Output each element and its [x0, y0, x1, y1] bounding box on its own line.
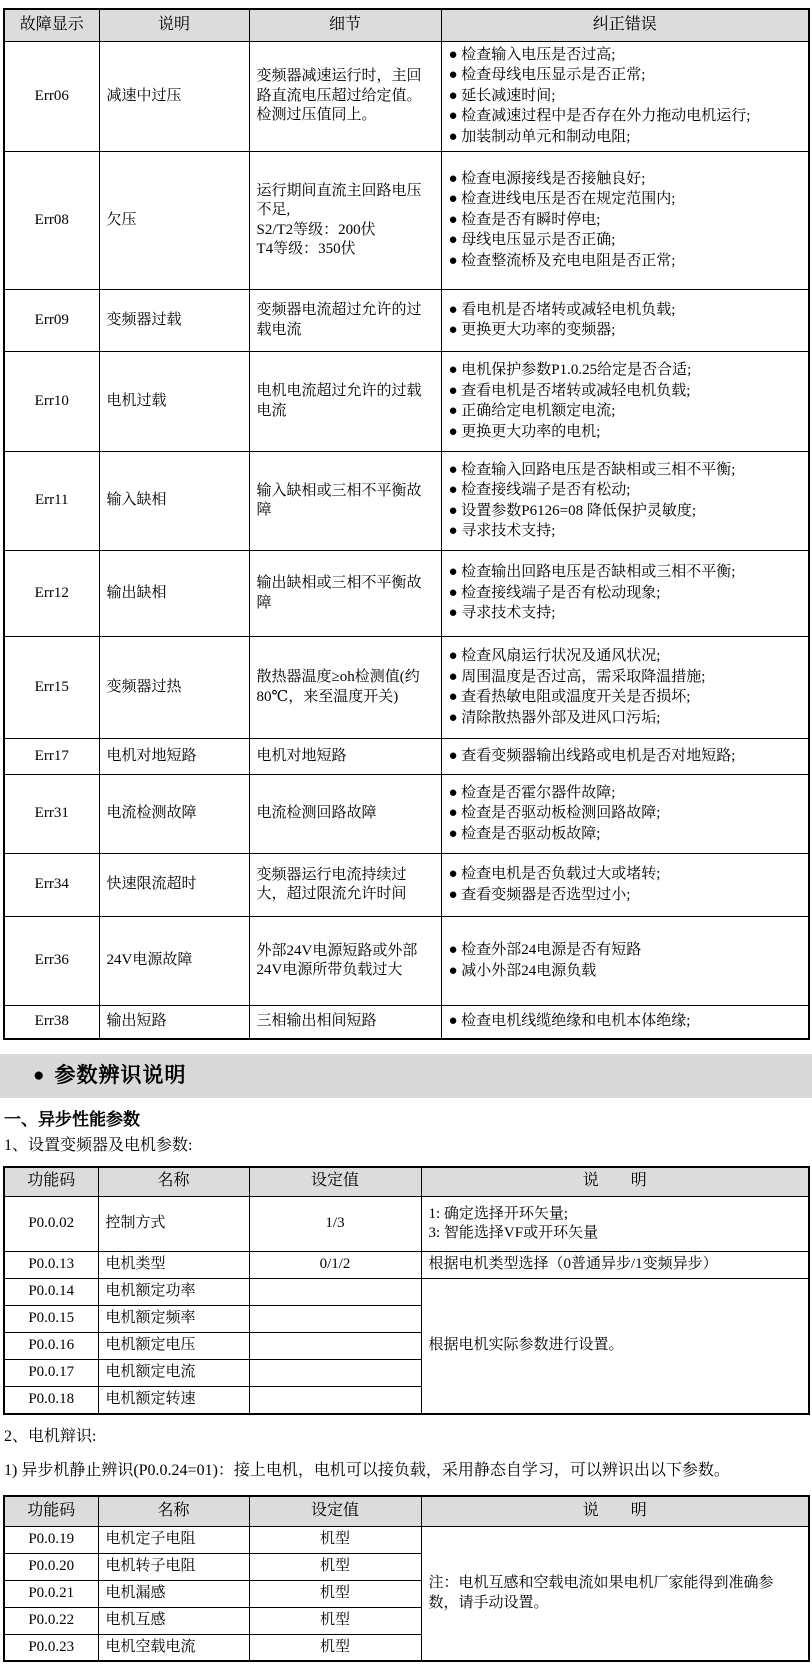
- param-note-merged: 根据电机实际参数进行设置。: [421, 1279, 809, 1414]
- subsection-heading: 一、异步性能参数: [4, 1109, 140, 1129]
- table-row: [4, 917, 809, 1006]
- param-value: [249, 1360, 421, 1387]
- param-code: P0.0.20: [4, 1553, 98, 1580]
- param-value: 1/3: [249, 1197, 421, 1252]
- fault-desc: 快速限流超时: [99, 854, 249, 917]
- table-row: [4, 1279, 809, 1306]
- table-row: [4, 775, 809, 854]
- param-value: [249, 1387, 421, 1414]
- bullet-icon: ●: [33, 1065, 45, 1086]
- header-name: 名称: [98, 1496, 249, 1526]
- param-table-header-row: [4, 1167, 809, 1197]
- param-value: 机型: [249, 1553, 421, 1580]
- section-banner: [0, 1054, 812, 1098]
- table-row: [4, 551, 809, 637]
- table-row: [4, 1006, 809, 1039]
- fault-desc: 欠压: [99, 152, 249, 290]
- param-code: P0.0.17: [4, 1360, 98, 1387]
- fault-desc: 电流检测故障: [99, 775, 249, 854]
- param-name: 电机空载电流: [98, 1634, 249, 1661]
- fault-desc: 输出缺相: [99, 551, 249, 637]
- param-name: 电机转子电阻: [98, 1553, 249, 1580]
- header-note: 说 明: [421, 1167, 809, 1197]
- fault-code: Err06: [4, 41, 99, 152]
- fault-desc: 输入缺相: [99, 452, 249, 551]
- fault-detail: 变频器运行电流持续过大，超过限流允许时间: [249, 854, 441, 917]
- param-name: 电机互感: [98, 1607, 249, 1634]
- fault-code: Err15: [4, 637, 99, 739]
- param-name: 电机额定频率: [98, 1306, 249, 1333]
- fault-actions: ● 检查电机线缆绝缘和电机本体绝缘;: [441, 1006, 809, 1039]
- table-row: [4, 290, 809, 352]
- identification-paragraph: 1) 异步机静止辨识(P0.0.24=01)：接上电机，电机可以接负载，采用静态自学习，可以辨识出以下参数。: [4, 1461, 730, 1479]
- fault-detail: 电机电流超过允许的过载电流: [249, 352, 441, 452]
- fault-code: Err10: [4, 352, 99, 452]
- header-description: 说明: [99, 9, 249, 41]
- param-name: 电机漏感: [98, 1580, 249, 1607]
- param-value: 机型: [249, 1526, 421, 1553]
- step-line: 1、设置变频器及电机参数:: [4, 1136, 193, 1154]
- param-value: 机型: [249, 1607, 421, 1634]
- fault-detail: 电机对地短路: [249, 739, 441, 775]
- param-code: P0.0.14: [4, 1279, 98, 1306]
- param-code: P0.0.21: [4, 1580, 98, 1607]
- fault-detail: 运行期间直流主回路电压不足, S2/T2等级：200伏 T4等级：350伏: [249, 152, 441, 290]
- param-name: 电机额定转速: [98, 1387, 249, 1414]
- table-row: [4, 41, 809, 152]
- fault-code: Err11: [4, 452, 99, 551]
- param-name: 电机定子电阻: [98, 1526, 249, 1553]
- fault-desc: 减速中过压: [99, 41, 249, 152]
- param-table-2: [3, 1495, 810, 1662]
- param-table-1: [3, 1166, 810, 1415]
- fault-detail: 电流检测回路故障: [249, 775, 441, 854]
- param-name: 电机额定电流: [98, 1360, 249, 1387]
- fault-detail: 外部24V电源短路或外部24V电源所带负载过大: [249, 917, 441, 1006]
- fault-actions: ● 电机保护参数P1.0.25给定是否合适; ● 查看电机是否堵转或减轻电机负载; ● 正确给定电机额定电流; ● 更换更大功率的电机;: [441, 352, 809, 452]
- param-name: 控制方式: [98, 1197, 249, 1252]
- fault-code: Err09: [4, 290, 99, 352]
- fault-actions: ● 检查风扇运行状况及通风状况; ● 周围温度是否过高，需采取降温措施; ● 查看热敏电阻或温度开关是否损坏; ● 清除散热器外部及进风口污垢;: [441, 637, 809, 739]
- param-code: P0.0.23: [4, 1634, 98, 1661]
- header-detail: 细节: [249, 9, 441, 41]
- table-row: [4, 739, 809, 775]
- fault-code: Err38: [4, 1006, 99, 1039]
- table-row: [4, 854, 809, 917]
- fault-code: Err34: [4, 854, 99, 917]
- header-correction: 纠正错误: [441, 9, 809, 41]
- param-note-merged: 注：电机互感和空载电流如果电机厂家能得到准确参数，请手动设置。: [421, 1526, 809, 1661]
- param-name: 电机额定电压: [98, 1333, 249, 1360]
- fault-actions: ● 检查电源接线是否接触良好; ● 检查进线电压是否在规定范围内; ● 检查是否有瞬时停电; ● 母线电压显示是否正确; ● 检查整流桥及充电电阻是否正常;: [441, 152, 809, 290]
- fault-detail: 变频器电流超过允许的过载电流: [249, 290, 441, 352]
- param-code: P0.0.02: [4, 1197, 98, 1252]
- param-value: 机型: [249, 1580, 421, 1607]
- param-value: [249, 1333, 421, 1360]
- fault-actions: ● 查看变频器输出线路或电机是否对地短路;: [441, 739, 809, 775]
- fault-detail: 输出缺相或三相不平衡故障: [249, 551, 441, 637]
- param-note: 1: 确定选择开环矢量; 3: 智能选择VF或开环矢量: [421, 1197, 809, 1252]
- param-value: [249, 1279, 421, 1306]
- fault-desc: 24V电源故障: [99, 917, 249, 1006]
- table-row: [4, 637, 809, 739]
- fault-code: Err12: [4, 551, 99, 637]
- fault-table-header-row: [4, 9, 809, 41]
- param-value: 机型: [249, 1634, 421, 1661]
- fault-actions: ● 检查输出回路电压是否缺相或三相不平衡; ● 检查接线端子是否有松动现象; ● 寻求技术支持;: [441, 551, 809, 637]
- fault-detail: 三相输出相间短路: [249, 1006, 441, 1039]
- fault-detail: 输入缺相或三相不平衡故障: [249, 452, 441, 551]
- fault-code: Err31: [4, 775, 99, 854]
- header-name: 名称: [98, 1167, 249, 1197]
- step-line: 2、电机辩识:: [4, 1427, 97, 1445]
- fault-actions: ● 检查外部24电源是否有短路 ● 减小外部24电源负载: [441, 917, 809, 1006]
- table-row: [4, 1197, 809, 1252]
- fault-desc: 电机过载: [99, 352, 249, 452]
- param-name: 电机额定功率: [98, 1279, 249, 1306]
- header-func-code: 功能码: [4, 1496, 98, 1526]
- fault-actions: ● 检查输入回路电压是否缺相或三相不平衡; ● 检查接线端子是否有松动; ● 设置参数P6126=08 降低保护灵敏度; ● 寻求技术支持;: [441, 452, 809, 551]
- param-code: P0.0.13: [4, 1252, 98, 1279]
- fault-code: Err17: [4, 739, 99, 775]
- fault-code: Err08: [4, 152, 99, 290]
- header-set-value: 设定值: [249, 1167, 421, 1197]
- fault-actions: ● 看电机是否堵转或减轻电机负载; ● 更换更大功率的变频器;: [441, 290, 809, 352]
- table-row: [4, 452, 809, 551]
- table-row: [4, 152, 809, 290]
- param-code: P0.0.19: [4, 1526, 98, 1553]
- table-row: [4, 1526, 809, 1553]
- fault-code: Err36: [4, 917, 99, 1006]
- header-fault-display: 故障显示: [4, 9, 99, 41]
- fault-actions: ● 检查电机是否负载过大或堵转; ● 查看变频器是否选型过小;: [441, 854, 809, 917]
- fault-desc: 变频器过热: [99, 637, 249, 739]
- param-code: P0.0.15: [4, 1306, 98, 1333]
- param-value: 0/1/2: [249, 1252, 421, 1279]
- table-row: [4, 352, 809, 452]
- fault-desc: 变频器过载: [99, 290, 249, 352]
- fault-detail: 变频器减速运行时，主回路直流电压超过给定值。检测过压值同上。: [249, 41, 441, 152]
- header-func-code: 功能码: [4, 1167, 98, 1197]
- table-row: [4, 1252, 809, 1279]
- fault-actions: ● 检查是否霍尔器件故障; ● 检查是否驱动板检测回路故障; ● 检查是否驱动板故障;: [441, 775, 809, 854]
- param-name: 电机类型: [98, 1252, 249, 1279]
- param-code: P0.0.16: [4, 1333, 98, 1360]
- fault-actions: ● 检查输入电压是否过高; ● 检查母线电压显示是否正常; ● 延长减速时间; ● 检查减速过程中是否存在外力拖动电机运行; ● 加装制动单元和制动电阻;: [441, 41, 809, 152]
- header-set-value: 设定值: [249, 1496, 421, 1526]
- fault-table: [3, 8, 810, 1040]
- param-note: 根据电机类型选择（0普通异步/1变频异步）: [421, 1252, 809, 1279]
- param-code: P0.0.22: [4, 1607, 98, 1634]
- fault-detail: 散热器温度≥oh检测值(约80℃，来至温度开关): [249, 637, 441, 739]
- fault-desc: 输出短路: [99, 1006, 249, 1039]
- param-table-header-row: [4, 1496, 809, 1526]
- section-title: 参数辨识说明: [54, 1062, 187, 1087]
- fault-desc: 电机对地短路: [99, 739, 249, 775]
- param-code: P0.0.18: [4, 1387, 98, 1414]
- param-value: [249, 1306, 421, 1333]
- header-note: 说 明: [421, 1496, 809, 1526]
